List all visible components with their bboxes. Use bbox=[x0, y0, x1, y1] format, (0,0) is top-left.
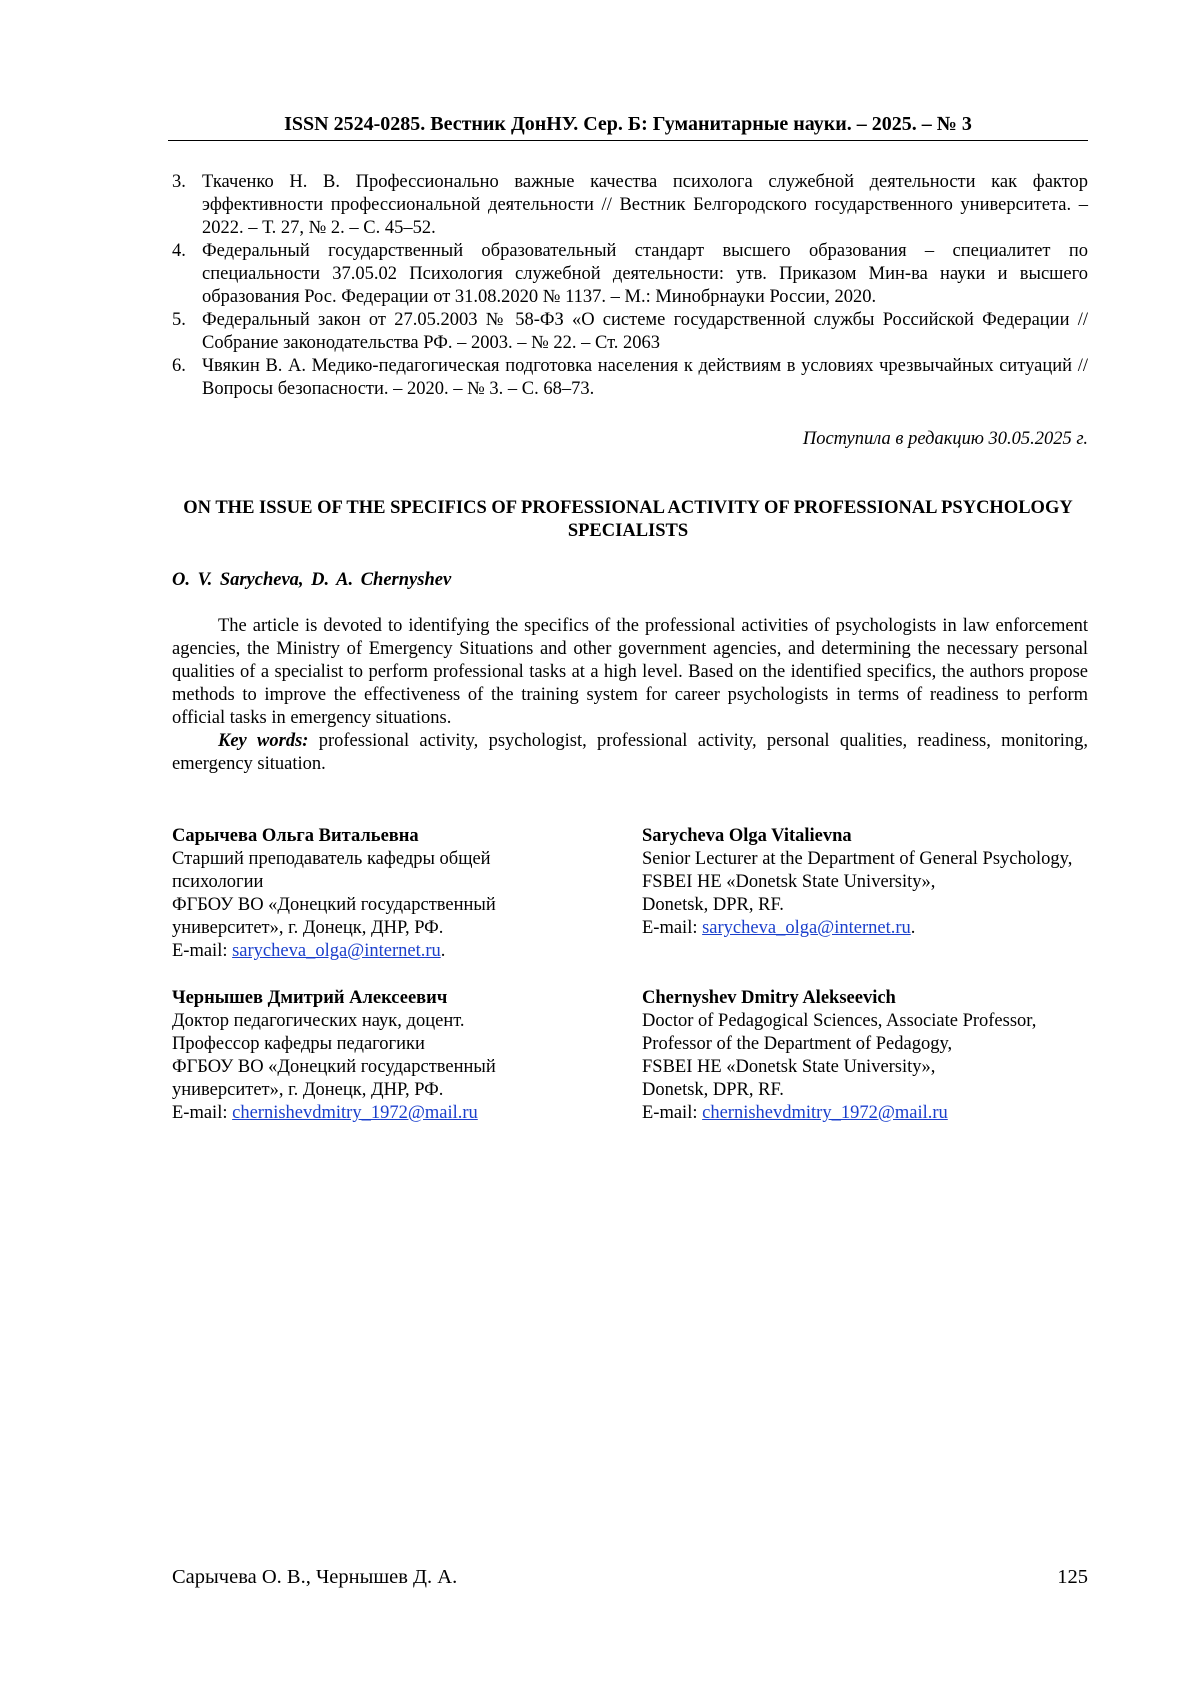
reference-item bbox=[172, 171, 1088, 240]
author-info-en-1 bbox=[642, 825, 1102, 940]
reference-text: Чвякин В. А. Медико-педагогическая подготовка населения к действиям в условиях чрезвычайных ситуаций // Вопросы безопасности. ‒ 2020. ‒ № 3. ‒ С. 68‒73. bbox=[202, 356, 1088, 399]
author-organization: ФГБОУ ВО «Донецкий государственный университет», г. Донецк, ДНР, РФ. bbox=[172, 895, 496, 938]
keywords-text: professional activity, psychologist, professional activity, personal qualities, readiness, monitoring, emergency situation. bbox=[172, 731, 1088, 774]
author-position: Старший преподаватель кафедры общей психологии bbox=[172, 849, 491, 892]
keywords-paragraph bbox=[172, 730, 1088, 776]
reference-text: Ткаченко Н. В. Профессионально важные качества психолога служебной деятельности как фактор эффективности профессиональной деятельности // Вестник Белгородского государственного университета. ‒ 2022. ‒ Т. 27, № 2. ‒ С. 45‒52. bbox=[202, 172, 1088, 238]
email-label: E-mail: bbox=[172, 1103, 233, 1123]
author-organization: FSBEI HE «Donetsk State University», bbox=[642, 872, 936, 892]
reference-item bbox=[172, 355, 1088, 401]
reference-list bbox=[172, 171, 1088, 401]
author-email-line bbox=[642, 917, 1102, 940]
author-position: Доктор педагогических наук, доцент. bbox=[172, 1011, 465, 1031]
author-position-secondary: Professor of the Department of Pedagogy, bbox=[642, 1034, 953, 1054]
received-date: Поступила в редакцию 30.05.2025 г. bbox=[802, 429, 1088, 449]
abstract-text: The article is devoted to identifying the specifics of the professional activities of psychologists in law enforcement agencies, the Ministry of Emergency Situations and other government agencies, and determining the necessary personal qualities of a specialist to perform professional tasks at a high level. Based on the identified specifics, the authors propose methods to improve the effectiveness of the training system for career psychologists in terms of readiness to perform official tasks in emergency situations. bbox=[172, 616, 1088, 728]
author-name: Sarycheva Olga Vitalievna bbox=[642, 826, 852, 846]
reference-number: 5. bbox=[172, 310, 186, 330]
author-city: Donetsk, DPR, RF. bbox=[642, 1080, 784, 1100]
author-info-en-2 bbox=[642, 987, 1102, 1125]
reference-item bbox=[172, 240, 1088, 309]
author-name: Чернышев Дмитрий Алексеевич bbox=[172, 988, 448, 1008]
email-link[interactable]: chernishevdmitry_1972@mail.ru bbox=[702, 1103, 948, 1123]
email-link[interactable]: sarycheva_olga@internet.ru bbox=[702, 918, 911, 938]
keywords-label: Key words: bbox=[218, 731, 309, 751]
author-email-line bbox=[172, 1102, 572, 1125]
author-position: Doctor of Pedagogical Sciences, Associate Professor, bbox=[642, 1011, 1037, 1031]
author-name: Chernyshev Dmitry Alekseevich bbox=[642, 988, 896, 1008]
running-header: ISSN 2524-0285. Вестник ДонНУ. Сер. Б: Гуманитарные науки. – 2025. – № 3 bbox=[284, 113, 972, 135]
author-name: Сарычева Ольга Витальевна bbox=[172, 826, 419, 846]
header-rule bbox=[168, 140, 1088, 141]
email-suffix: . bbox=[440, 941, 446, 961]
reference-number: 3. bbox=[172, 172, 186, 192]
author-email-line bbox=[172, 940, 572, 963]
article-title: ON THE ISSUE OF THE SPECIFICS OF PROFESSIONAL ACTIVITY OF PROFESSIONAL PSYCHOLOGY SPECIALISTS bbox=[183, 498, 1073, 541]
author-info-ru-2 bbox=[172, 987, 572, 1125]
author-email-line bbox=[642, 1102, 1102, 1125]
reference-text: Федеральный государственный образовательный стандарт высшего образования ‒ специалитет по специальности 37.05.02 Психология служебной деятельности: утв. Приказом Мин-ва науки и высшего образования Рос. Федерации от 31.08.2020 № 1137. – М.: Минобрнауки России, 2020. bbox=[202, 241, 1088, 307]
email-label: E-mail: bbox=[642, 1103, 703, 1123]
reference-number: 6. bbox=[172, 356, 186, 376]
page-number: 125 bbox=[1057, 1566, 1088, 1588]
reference-text: Федеральный закон от 27.05.2003 № 58-ФЗ «О системе государственной службы Российской Федерации // Собрание законодательства РФ. – 2003. – № 22. – Ст. 2063 bbox=[202, 310, 1088, 353]
article-authors: O. V. Sarycheva, D. A. Chernyshev bbox=[172, 570, 452, 590]
author-position: Senior Lecturer at the Department of General Psychology, bbox=[642, 849, 1073, 869]
author-organization: ФГБОУ ВО «Донецкий государственный университет», г. Донецк, ДНР, РФ. bbox=[172, 1057, 496, 1100]
email-suffix: . bbox=[910, 918, 916, 938]
footer-authors: Сарычева О. В., Чернышев Д. А. bbox=[172, 1566, 458, 1588]
email-link[interactable]: chernishevdmitry_1972@mail.ru bbox=[232, 1103, 478, 1123]
author-organization: FSBEI HE «Donetsk State University», bbox=[642, 1057, 936, 1077]
author-position-secondary: Профессор кафедры педагогики bbox=[172, 1034, 425, 1054]
reference-item bbox=[172, 309, 1088, 355]
abstract bbox=[172, 615, 1088, 776]
author-city: Donetsk, DPR, RF. bbox=[642, 895, 784, 915]
author-info-ru-1 bbox=[172, 825, 572, 963]
email-label: E-mail: bbox=[642, 918, 703, 938]
reference-number: 4. bbox=[172, 241, 186, 261]
email-link[interactable]: sarycheva_olga@internet.ru bbox=[232, 941, 441, 961]
email-label: E-mail: bbox=[172, 941, 233, 961]
